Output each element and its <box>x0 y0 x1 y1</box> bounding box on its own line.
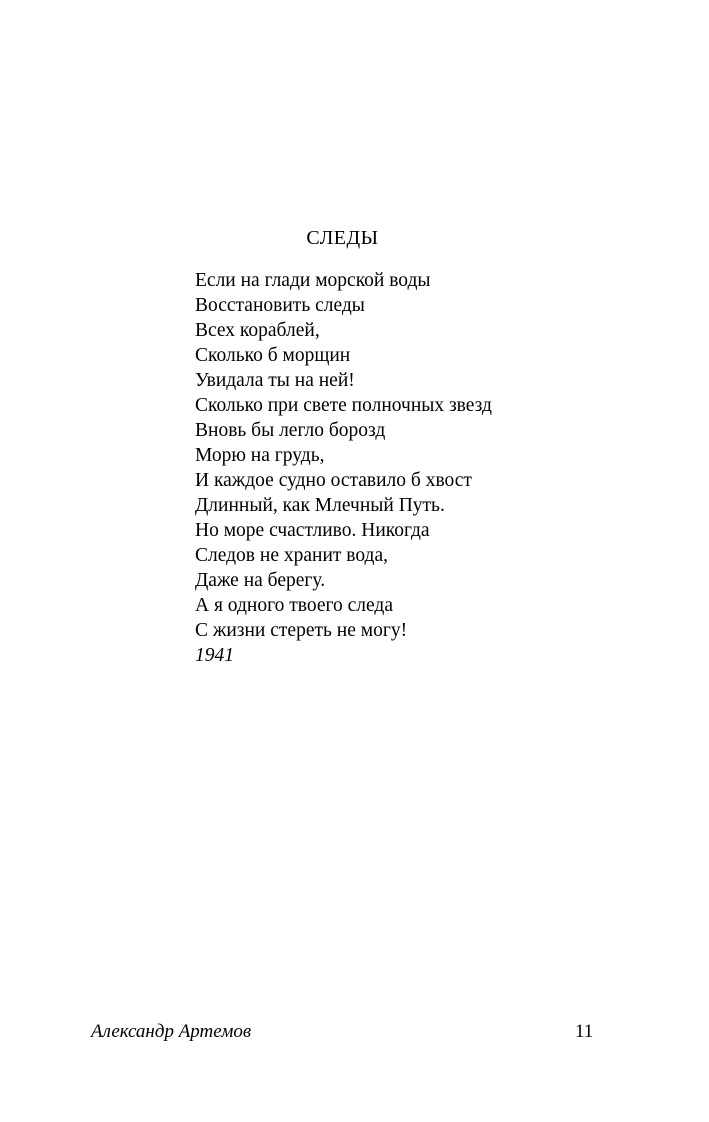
poem-line: Восстановить следы <box>195 295 365 316</box>
poem-line: Даже на берегу. <box>195 570 326 591</box>
poem-line: Длинный, как Млечный Путь. <box>195 495 445 516</box>
poem-line: Сколько при свете полночных звезд <box>195 395 492 416</box>
poem-line: Но море счастливо. Никогда <box>195 520 430 541</box>
poem-line: Если на глади морской воды <box>195 270 431 291</box>
poem-line: Морю на грудь, <box>195 445 325 466</box>
poem-date: 1941 <box>195 645 234 666</box>
footer-author: Александр Артемов <box>91 1021 252 1042</box>
poem-body <box>195 268 492 668</box>
poem-line: И каждое судно оставило б хвост <box>195 470 472 491</box>
poem-line: Всех кораблей, <box>195 320 320 341</box>
poem-line: Вновь бы легло борозд <box>195 420 386 441</box>
poem-line: Следов не хранит вода, <box>195 545 388 566</box>
poem-line: Сколько б морщин <box>195 345 351 366</box>
poem-line: А я одного твоего следа <box>195 595 393 616</box>
poem-line: Увидала ты на ней! <box>195 370 355 391</box>
poem-line: С жизни стереть не могу! <box>195 620 408 641</box>
poem-title: СЛЕДЫ <box>306 227 379 249</box>
page-number: 11 <box>575 1021 594 1042</box>
